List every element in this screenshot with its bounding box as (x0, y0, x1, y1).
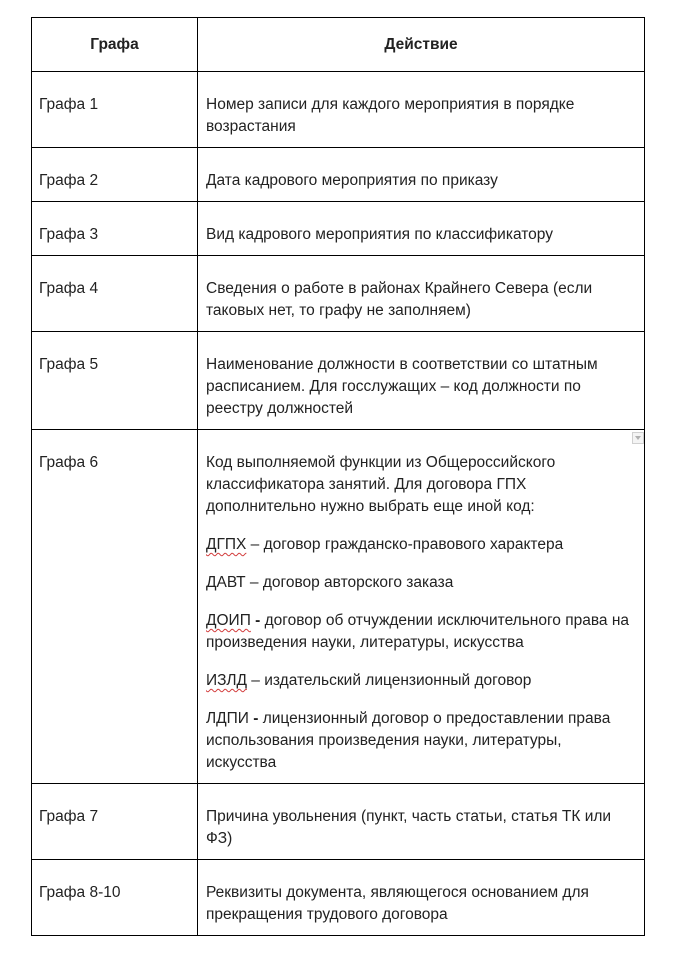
table-row (32, 202, 645, 256)
cell-menu-icon[interactable] (632, 432, 644, 444)
code-separator: – (245, 574, 263, 591)
row-label: Графа 3 (32, 202, 198, 256)
row-text-paragraph: Номер записи для каждого мероприятия в порядке возрастания (206, 96, 575, 135)
row-label: Графа 5 (32, 332, 198, 430)
row-text (198, 72, 645, 148)
row-label: Графа 7 (32, 784, 198, 860)
row-label: Графа 8-10 (32, 860, 198, 936)
row-text (198, 256, 645, 332)
row-text (198, 332, 645, 430)
code-term: ДГПХ (206, 536, 247, 553)
row-text (198, 148, 645, 202)
row-label: Графа 1 (32, 72, 198, 148)
code-description: лицензионный договор о предоставлении права использования произведения науки, литературы, искусства (206, 710, 611, 771)
code-item (206, 670, 636, 692)
code-term: ДОИП (206, 612, 251, 629)
row-text-paragraph: Сведения о работе в районах Крайнего Севера (если таковых нет, то графу не заполняем) (206, 280, 593, 319)
row-text-paragraph: Причина увольнения (пункт, часть статьи, статья ТК или ФЗ) (206, 808, 612, 847)
code-item (206, 572, 636, 594)
code-item (206, 708, 636, 774)
row-text (198, 430, 645, 784)
table-row (32, 430, 645, 784)
code-term: ЛДПИ (206, 710, 249, 727)
row-label: Графа 2 (32, 148, 198, 202)
header-column-2: Действие (198, 18, 645, 72)
code-separator: - (248, 710, 263, 727)
code-separator: – (246, 536, 264, 553)
code-separator: - (250, 612, 265, 629)
row-text (198, 860, 645, 936)
row-text-paragraph: Дата кадрового мероприятия по приказу (206, 172, 498, 189)
code-item (206, 610, 636, 654)
table-header-row (32, 18, 645, 72)
row-intro: Код выполняемой функции из Общероссийского классификатора занятий. Для договора ГПХ дополнительно нужно выбрать еще иной код: (206, 454, 556, 515)
row-text-paragraph: Реквизиты документа, являющегося основанием для прекращения трудового договора (206, 884, 589, 923)
row-text-paragraph: Вид кадрового мероприятия по классификатору (206, 226, 553, 243)
table-row (32, 784, 645, 860)
header-column-1: Графа (32, 18, 198, 72)
row-text-paragraph: Наименование должности в соответствии со штатным расписанием. Для госслужащих – код должности по реестру должностей (206, 356, 598, 417)
table-row (32, 332, 645, 430)
row-text (198, 784, 645, 860)
code-description: договор авторского заказа (262, 574, 454, 591)
code-description: издательский лицензионный договор (264, 672, 532, 689)
document-table (31, 17, 645, 936)
code-term: ДАВТ (206, 574, 246, 591)
table-row (32, 256, 645, 332)
code-separator: – (247, 672, 265, 689)
row-label: Графа 6 (32, 430, 198, 784)
code-description: договор об отчуждении исключительного права на произведения науки, литературы, искусства (206, 612, 630, 651)
table-row (32, 860, 645, 936)
code-term: ИЗЛД (206, 672, 247, 689)
row-label: Графа 4 (32, 256, 198, 332)
code-item (206, 534, 636, 556)
code-description: договор гражданско-правового характера (263, 536, 564, 553)
row-text (198, 202, 645, 256)
table-row (32, 148, 645, 202)
table-row (32, 72, 645, 148)
